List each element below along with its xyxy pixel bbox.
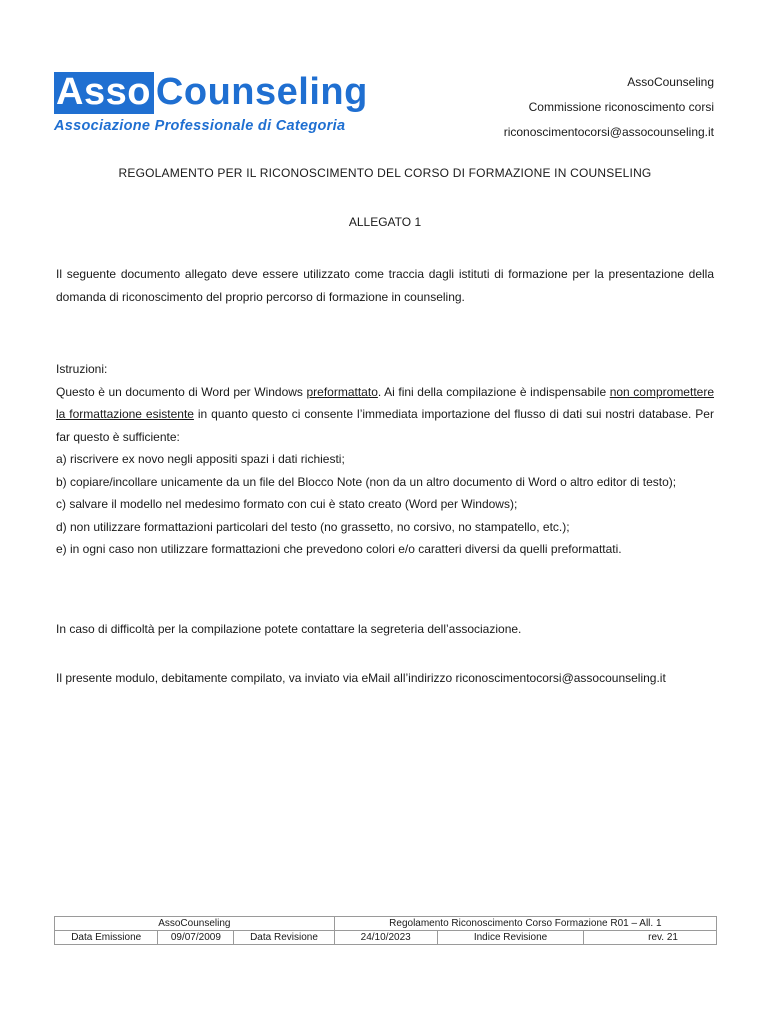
list-item: d) non utilizzare formattazioni particolari del testo (no grassetto, no corsivo, no stampatello, etc.); (56, 519, 570, 534)
instructions-section (56, 358, 714, 561)
instructions-paragraph (56, 381, 714, 449)
instructions-heading: Istruzioni: (56, 362, 108, 376)
intro-paragraph (56, 263, 714, 308)
attachment-label: ALLEGATO 1 (348, 215, 422, 229)
footer-index-value: rev. 21 (584, 931, 717, 945)
footer-org: AssoCounseling (55, 917, 335, 931)
footer-doc-ref: Regolamento Riconoscimento Corso Formazione R01 – All. 1 (334, 917, 716, 931)
footer-issue-label: Data Emissione (55, 931, 158, 945)
instructions-text-a: Questo è un documento di Word per Windows (56, 384, 307, 399)
footer-revision-table (54, 916, 717, 945)
list-item: b) copiare/incollare unicamente da un file del Blocco Note (non da un altro documento di Word o altro editor di testo); (56, 474, 677, 489)
logo-subtitle: Associazione Professionale di Categoria (54, 118, 346, 134)
document-title: REGOLAMENTO PER IL RICONOSCIMENTO DEL CORSO DI FORMAZIONE IN COUNSELING (118, 166, 652, 180)
header-commission: Commissione riconoscimento corsi (528, 100, 714, 114)
logo-counseling-text: Counseling (155, 71, 368, 113)
footer-revision-date: 24/10/2023 (334, 931, 437, 945)
instructions-text-b: . Ai fini della compilazione è indispensabile (377, 384, 610, 399)
intro-text: Il seguente documento allegato deve essere utilizzato come traccia dagli istituti di formazione per la presentazione della domanda di riconoscimento del proprio percorso di formazione in counseling. (56, 267, 714, 304)
header-email: riconoscimentocorsi@assocounseling.it (503, 125, 714, 139)
footer-revision-label: Data Revisione (234, 931, 334, 945)
difficulty-note: In caso di difficoltà per la compilazione potete contattare la segreteria dell’associazione. (56, 622, 522, 636)
list-item: a) riscrivere ex novo negli appositi spazi i dati richiesti; (56, 452, 345, 466)
footer-issue-date: 09/07/2009 (158, 931, 234, 945)
closing-notes (56, 618, 714, 689)
header-contact (504, 70, 714, 145)
instructions-text-c: in quanto questo ci consente l’immediata importazione del flusso di dati sui nostri database. Per far questo è sufficiente: (56, 407, 714, 444)
submission-note: Il presente modulo, debitamente compilato, va inviato via eMail all’indirizzo riconoscimentocorsi@assocounseling.it (56, 670, 666, 685)
list-item: e) in ogni caso non utilizzare formattazioni che prevedono colori e/o caratteri diversi da quelli preformattati. (56, 542, 622, 556)
logo-wordmark (54, 72, 424, 114)
underlined-preformatted: preformattato (306, 384, 378, 399)
list-item: c) salvare il modello nel medesimo formato con cui è stato creato (Word per Windows); (56, 497, 518, 511)
logo-asso-text: Asso (54, 72, 154, 114)
header-org: AssoCounseling (627, 75, 714, 89)
footer-index-label: Indice Revisione (437, 931, 584, 945)
assocounseling-logo (54, 72, 424, 134)
underlined-do-not-break-format: non compromettere la formattazione esistente (56, 384, 714, 421)
